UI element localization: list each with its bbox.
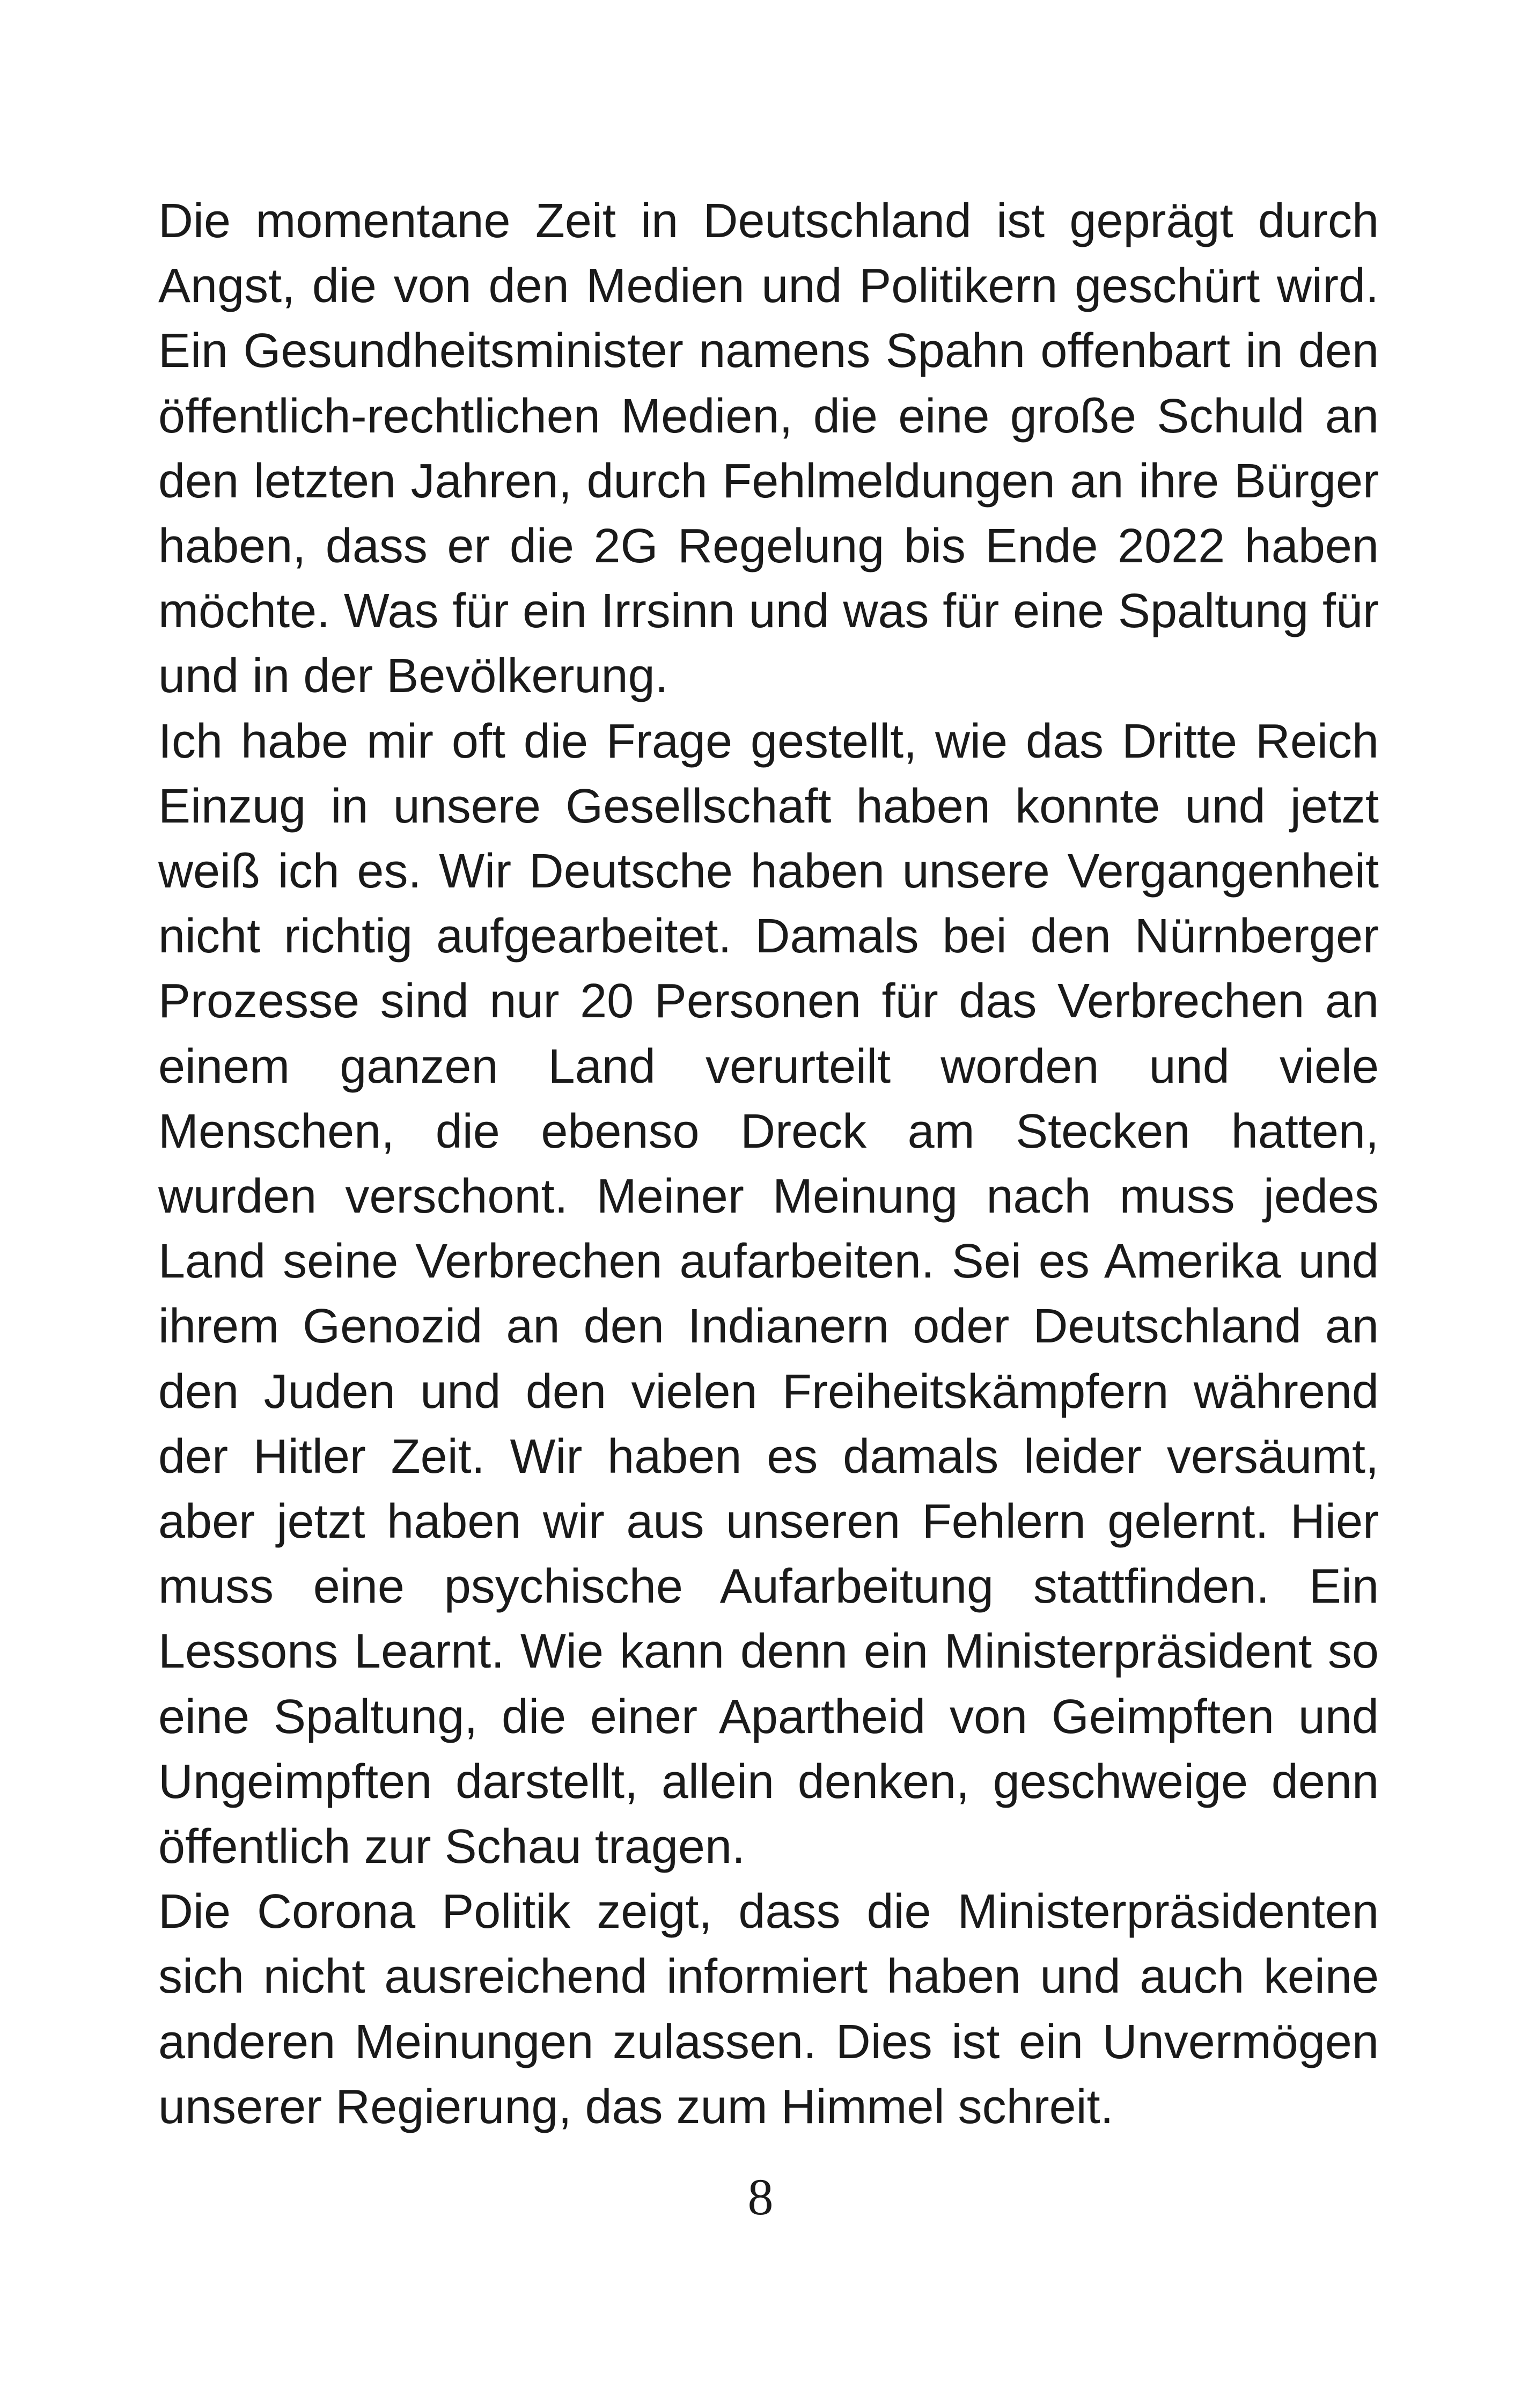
paragraph-3: Die Corona Politik zeigt, dass die Ministerpräsidenten sich nicht ausreichend informiert haben und auch keine anderen Meinungen zulassen. Dies ist ein Unvermögen unserer Regierung, das zum Himmel schreit. — [158, 1885, 1379, 2134]
body-text — [158, 189, 1379, 2140]
paragraph-1: Die momentane Zeit in Deutschland ist geprägt durch Angst, die von den Medien und Politikern geschürt wird. Ein Gesundheitsminister namens Spahn offenbart in den öffentlich-rechtlichen Medien, die eine große Schuld an den letzten Jahren, durch Fehlmeldungen an ihre Bürger haben, dass er die 2G Regelung bis Ende 2022 haben möchte. Was für ein Irrsinn und was für eine Spaltung für und in der Bevölkerung. — [158, 194, 1379, 703]
paragraph-2: Ich habe mir oft die Frage gestellt, wie das Dritte Reich Einzug in unsere Gesellschaft haben konnte und jetzt weiß ich es. Wir Deutsche haben unsere Vergangenheit nicht richtig aufgearbeitet. Damals bei den Nürnberger Prozesse sind nur 20 Personen für das Verbrechen an einem ganzen Land verurteilt worden und viele Menschen, die ebenso Dreck am Stecken hatten, wurden verschont. Meiner Meinung nach muss jedes Land seine Verbrechen aufarbeiten. Sei es Amerika und ihrem Genozid an den Indianern oder Deutschland an den Juden und den vielen Freiheitskämpfern während der Hitler Zeit. Wir haben es damals leider versäumt, aber jetzt haben wir aus unseren Fehlern gelernt. Hier muss eine psychische Aufarbeitung stattfinden. Ein Lessons Learnt. Wie kann denn ein Ministerpräsident so eine Spaltung, die einer Apartheid von Geimpften und Ungeimpften darstellt, allein denken, geschweige denn öffentlich zur Schau tragen. — [158, 714, 1379, 1874]
page-number: 8 — [747, 2168, 774, 2226]
